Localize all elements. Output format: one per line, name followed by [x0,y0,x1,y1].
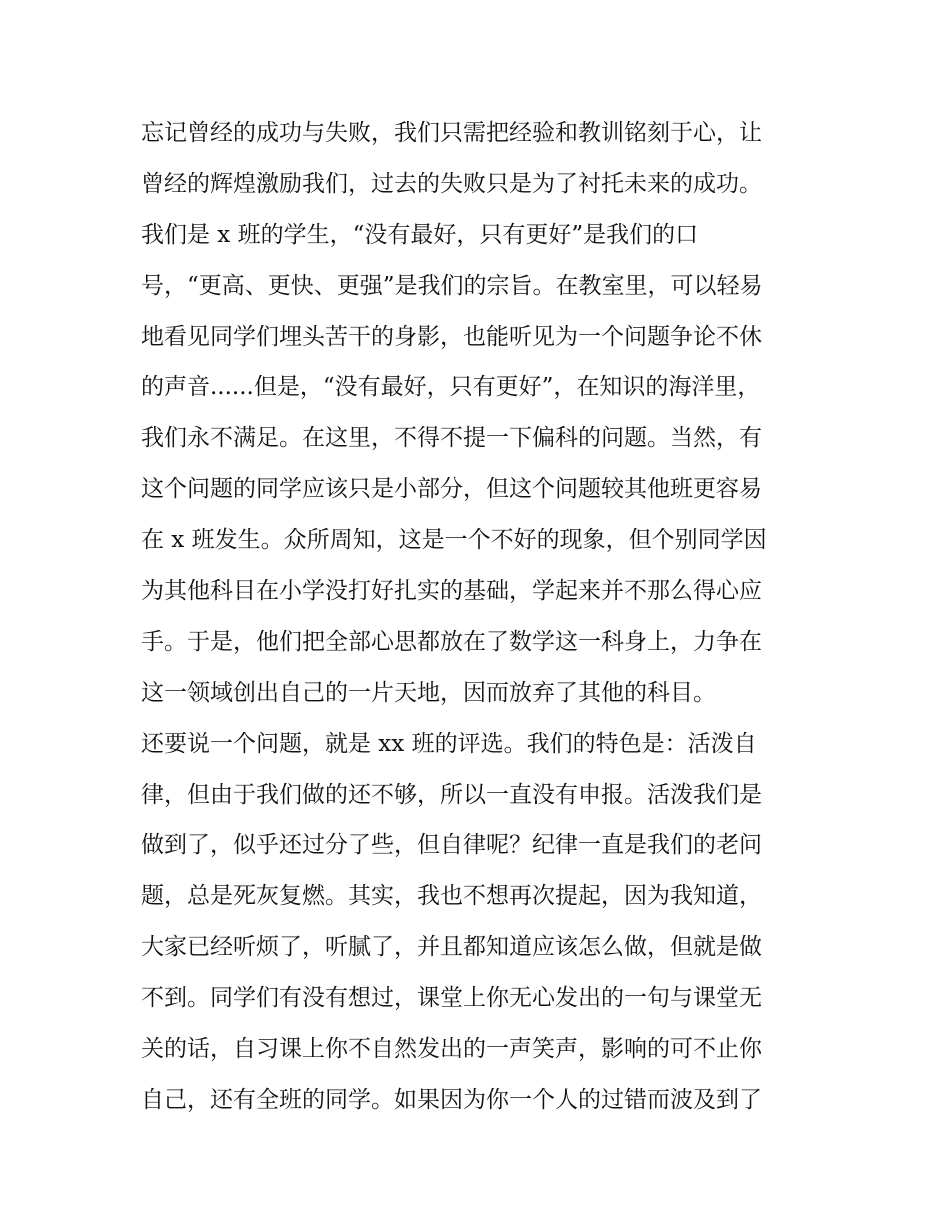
text-line: 这一领域创出自己的一片天地，因而放弃了其他的科目。 [141,679,716,706]
text-line: 的声音......但是，“没有最好，只有更好”，在知识的海洋里， [141,374,761,401]
text-line: 大家已经听烦了，听腻了，并且都知道应该怎么做，但就是做 [141,934,762,961]
text-line: 还要说一个问题，就是 xx 班的评选。我们的特色是：活泼自 [141,730,757,757]
text-line: 地看见同学们埋头苦干的身影，也能听见为一个问题争论不休 [141,323,762,350]
text-line: 曾经的辉煌激励我们，过去的失败只是为了衬托未来的成功。 [141,170,762,197]
text-line: 手。于是，他们把全部心思都放在了数学这一科身上，力争在 [141,628,762,655]
text-line: 这个问题的同学应该只是小部分，但这个问题较其他班更容易 [141,476,762,503]
text-line: 号，“更高、更快、更强”是我们的宗旨。在教室里，可以轻易 [141,272,763,299]
text-line: 我们永不满足。在这里，不得不提一下偏科的问题。当然，有 [141,425,762,452]
body-text [141,108,821,1126]
text-line: 不到。同学们有没有想过，课堂上你无心发出的一句与课堂无 [141,985,762,1012]
text-line: 关的话，自习课上你不自然发出的一声笑声，影响的可不止你 [141,1036,762,1063]
text-line: 为其他科目在小学没打好扎实的基础，学起来并不那么得心应 [141,578,762,605]
text-line: 自己，还有全班的同学。如果因为你一个人的过错而波及到了 [141,1086,762,1113]
text-line: 律，但由于我们做的还不够，所以一直没有申报。活泼我们是 [141,781,762,808]
text-line: 题，总是死灰复燃。其实，我也不想再次提起，因为我知道， [141,883,762,910]
text-line: 我们是 x 班的学生，“没有最好，只有更好”是我们的口 [141,221,699,248]
text-line: 忘记曾经的成功与失败，我们只需把经验和教训铭刻于心，让 [141,120,762,146]
text-line: 在 x 班发生。众所周知，这是一个不好的现象，但个别同学因 [141,527,767,554]
text-line: 做到了，似乎还过分了些，但自律呢？纪律一直是我们的老问 [141,832,762,859]
